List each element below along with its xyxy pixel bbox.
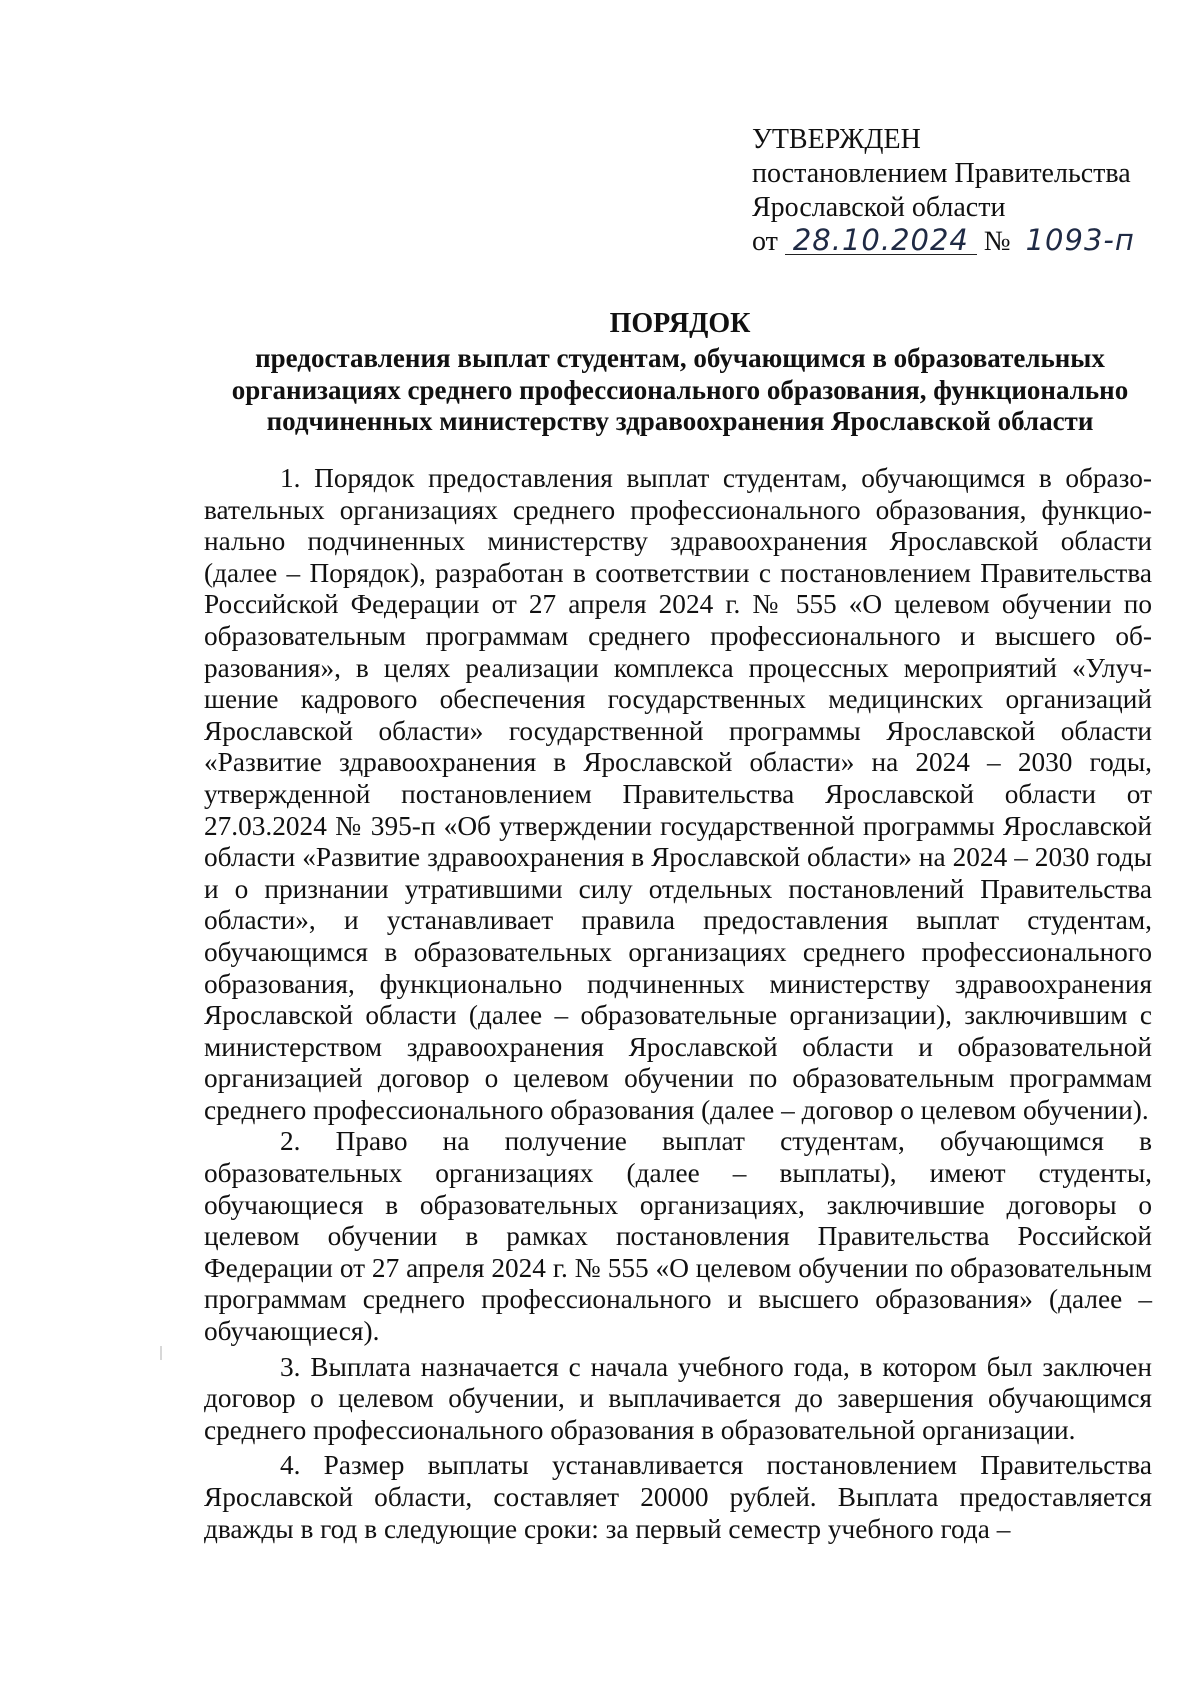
approval-stamp-block [752, 123, 1152, 259]
paragraph-2: 2. Право на получение выплат студентам, обучающимся в образовательных организациях (далее – выплаты), имеют студенты, обучающиеся в образовательных организациях, заключившие договоры о целевом обучении в рамках постановления Правительства Российской Федерации от 27 апреля 2024 г. № 555 «О целевом обучении по образовательным программам среднего профессионального и высшего образования» (далее – обучающиеся). [204, 1126, 1152, 1347]
subtitle-line: предоставления выплат студентам, обучающимся в образовательных [255, 343, 1105, 373]
subtitle-line: подчиненных министерству здравоохранения Ярославской области [266, 406, 1094, 436]
handwritten-number: 1093-п [1025, 223, 1135, 257]
subtitle-line: организациях среднего профессионального образования, функционально [231, 374, 1129, 405]
paragraph-1: 1. Порядок предоставления выплат студентам, обучающимся в образовательных организациях среднего профессионального образования, функционально подчиненных министерству здравоохранения Ярославской области (далее – Порядок), разработан в соответствии с постановлением Правительства Российской Федерации от 27 апреля 2024 г. № 555 «О целевом обучении по образовательным программам среднего профессионального и высшего образования», в целях реализации комплекса процессных мероприятий «Улучшение кадрового обеспечения государственных медицинских организаций Ярославской области» государственной программы Ярославской области «Развитие здравоохранения в Ярославской области» на 2024 – 2030 годы, утвержденной постановлением Правительства Ярославской области от 27.03.2024 № 395-п «Об утверждении государственной программы Ярославской области «Развитие здравоохранения в Ярославской области» на 2024 – 2030 годы и о признании утратившими силу отдельных постановлений Правительства области», и устанавливает правила предоставления выплат студентам, обучающимся в образовательных организациях среднего профессионального образования, функционально подчиненных министерству здравоохранения Ярославской области (далее – образовательные организации), заключившим с министерством здравоохранения Ярославской области и образовательной организацией договор о целевом обучении по образовательным программам среднего профессионального образования (далее – договор о целевом обучении). [204, 463, 1152, 1125]
approval-title: УТВЕРЖДЕН [752, 124, 921, 155]
approval-authority: постановлением Правительства [752, 158, 1131, 189]
approval-region: Ярославской области [752, 192, 1006, 223]
document-title: ПОРЯДОК [609, 308, 751, 339]
document-body [204, 463, 1152, 1545]
handwritten-date: 28.10.2024 [785, 226, 977, 255]
paragraph-3: 3. Выплата назначается с начала учебного года, в котором был заключен договор о целевом обучении, и выплачивается до завершения обучающимся среднего профессионального образования в образовательной организации. [204, 1351, 1152, 1445]
document-subtitle [150, 343, 1200, 438]
approval-date-number [752, 225, 1152, 259]
number-prefix: № [983, 226, 1011, 257]
date-prefix: от [752, 226, 778, 257]
paragraph-4: 4. Размер выплаты устанавливается постановлением Правительства Ярославской области, составляет 20000 рублей. Выплата предоставляется дважды в год в следующие сроки: за первый семестр учебного года – [204, 1450, 1152, 1544]
scan-margin-mark [160, 1346, 162, 1360]
